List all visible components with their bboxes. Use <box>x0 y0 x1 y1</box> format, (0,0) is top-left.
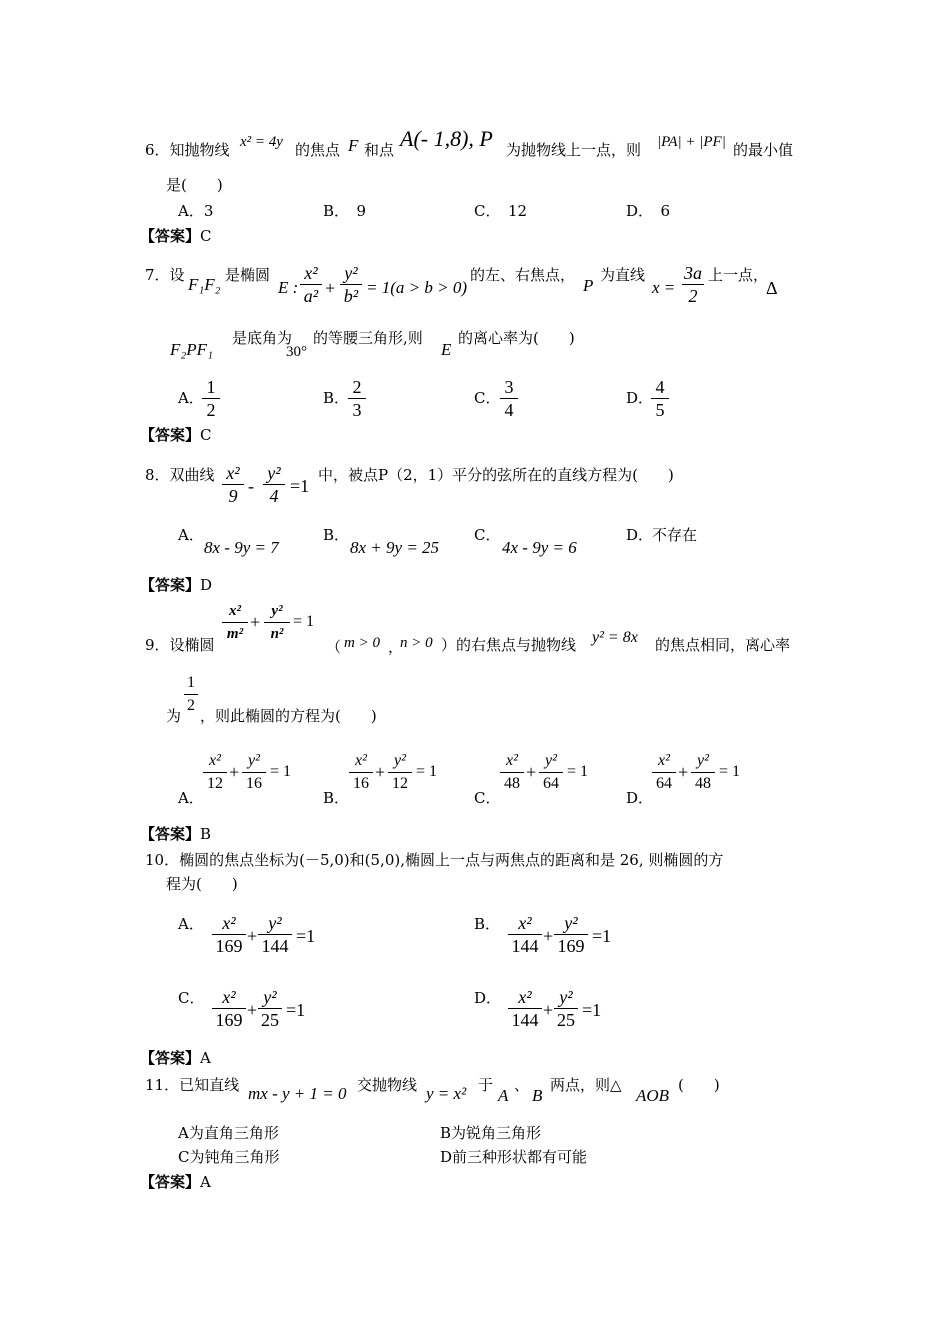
q9-text: 设椭圆 <box>169 636 215 654</box>
q9-text4: ）的右焦点与抛物线 <box>441 636 577 654</box>
q7-text4: 为直线 <box>600 266 646 284</box>
q11-math-parabola: y = x² <box>426 1084 467 1103</box>
q7-text2: 是椭圆 <box>225 266 271 284</box>
q7-math-delta: Δ <box>766 278 778 298</box>
q11-answer: 【答案】A <box>140 1173 211 1191</box>
q10-option-d-fx: x² 144 <box>508 986 542 1031</box>
q7-text3: 的左、右焦点， <box>470 266 576 284</box>
q9-text3: ， <box>388 638 404 656</box>
q10-option-a-fx: x² 169 <box>212 912 246 957</box>
q9-option-b-plus: + <box>375 762 386 782</box>
q9-text6: 为 <box>166 707 182 725</box>
q9-option-d-fy: y² 48 <box>691 750 715 795</box>
q9-option-a-eq: = 1 <box>270 763 292 780</box>
q8-number: 8． <box>145 466 170 484</box>
q10-option-b-label: B． <box>474 915 501 933</box>
q9-line1 <box>145 635 215 655</box>
q10-line1 <box>145 850 723 870</box>
q9-text5: 的焦点相同，离心率 <box>655 636 791 654</box>
q10-option-c-plus: + <box>247 1000 258 1020</box>
q7-option-c-frac: 3 4 <box>500 376 518 421</box>
q6-line1 <box>145 140 230 160</box>
q11-option-c: C为钝角三角形 <box>178 1148 280 1166</box>
q11-text5: 两点，则△ <box>550 1076 622 1094</box>
q8-eq: =1 <box>290 476 310 496</box>
q11-text3: 于 <box>478 1076 494 1094</box>
q6-math-parabola: x² = 4y <box>240 134 283 150</box>
q6-math-sum: |PA| + |PF| <box>657 134 726 150</box>
q6-math-point: A(- 1,8), P <box>400 126 493 151</box>
q9-eq: = 1 <box>293 613 315 630</box>
q7-math-angle: 30° <box>286 344 307 360</box>
q7-math-foci: F₁F₂ <box>188 275 221 294</box>
q9-option-c-fy: y² 64 <box>539 750 563 795</box>
q9-option-b-eq: = 1 <box>416 763 438 780</box>
q9-option-d-fx: x² 64 <box>652 750 676 795</box>
q7-option-b-frac: 2 3 <box>348 376 366 421</box>
q10-text2: 程为( ) <box>166 875 238 893</box>
q8-minus: - <box>248 476 254 496</box>
q9-option-d-plus: + <box>678 762 689 782</box>
q7-math-triangle: F₂PF₁ <box>170 340 213 359</box>
q6-text3: 和点 <box>364 141 395 159</box>
q10-option-b-fy: y² 169 <box>554 912 588 957</box>
q9-frac-y: y² n² <box>264 600 290 645</box>
q7-frac-y: y² b² <box>340 262 362 307</box>
q9-option-a-label: A． <box>178 789 204 807</box>
q8-option-c-label: C． <box>474 526 501 544</box>
q10-option-a-fy: y² 144 <box>258 912 292 957</box>
q9-option-c-eq: = 1 <box>567 763 589 780</box>
q9-option-b-fx: x² 16 <box>349 750 373 795</box>
q7-text6: 是底角为 <box>232 329 293 347</box>
q7-math-p: P <box>583 276 594 295</box>
q11-math-aob: AOB <box>636 1086 670 1105</box>
q9-math-parabola: y² = 8x <box>592 629 638 646</box>
q6-option-c: C． 12 <box>474 202 528 220</box>
q10-option-c-eq: =1 <box>286 1000 306 1020</box>
q7-math-e: E : <box>278 278 299 297</box>
q6-option-d: D． 6 <box>626 202 671 220</box>
q6-math-f: F <box>348 136 359 155</box>
q7-option-a-frac: 1 2 <box>202 376 220 421</box>
q9-option-b-label: B． <box>323 789 350 807</box>
q10-text: 椭圆的焦点坐标为(－5,0)和(5,0),椭圆上一点与两焦点的距离和是 26, 则椭圆的方 <box>179 851 724 869</box>
q9-math-n: n > 0 <box>400 635 433 651</box>
q8-option-d-label: D． <box>626 526 654 544</box>
q11-math-a: A <box>498 1086 509 1105</box>
q8-frac-x: x² 9 <box>222 462 244 507</box>
q7-frac-3a2: 3a 2 <box>684 263 702 306</box>
q10-option-b-fx: x² 144 <box>508 912 542 957</box>
q8-text: 双曲线 <box>169 466 215 484</box>
q9-plus: + <box>250 612 261 632</box>
q9-frac-half: 1 2 <box>184 672 198 717</box>
q9-option-b-fy: y² 12 <box>388 750 412 795</box>
q10-option-c-label: C． <box>178 989 205 1007</box>
q7-frac-x: x² a² <box>300 262 322 307</box>
q11-text4: 、 <box>514 1076 530 1094</box>
q11-option-d: D前三种形状都有可能 <box>440 1148 588 1166</box>
q11-number: 11． <box>145 1076 180 1094</box>
q11-option-b: B为锐角三角形 <box>440 1124 542 1142</box>
q11-math-line: mx - y + 1 = 0 <box>248 1084 347 1103</box>
q9-option-d-eq: = 1 <box>719 763 741 780</box>
q8-option-c: 4x - 9y = 6 <box>502 538 577 557</box>
q9-option-d-label: D． <box>626 789 654 807</box>
q11-option-a: A为直角三角形 <box>178 1124 279 1142</box>
q7-answer: 【答案】C <box>140 426 212 444</box>
q6-text6: 是( ) <box>166 176 223 194</box>
q10-option-a-eq: =1 <box>296 926 316 946</box>
q8-line1 <box>145 465 215 485</box>
q8-option-b-label: B． <box>323 526 350 544</box>
q9-math-m: m > 0 <box>344 635 380 651</box>
q10-option-b-plus: + <box>543 926 554 946</box>
q7-text7: 的等腰三角形,则 <box>313 329 423 347</box>
q7-text: 设 <box>169 266 185 284</box>
q8-option-d: 不存在 <box>652 526 698 544</box>
q11-line1 <box>145 1075 239 1095</box>
q10-option-a-plus: + <box>247 926 258 946</box>
q9-answer: 【答案】B <box>140 825 212 843</box>
q7-option-d-label: D． <box>626 389 654 407</box>
q9-option-c-plus: + <box>526 762 537 782</box>
q6-option-a: A．3 <box>178 202 214 220</box>
q10-option-c-fy: y² 25 <box>258 986 282 1031</box>
q9-text7: ，则此椭圆的方程为( ) <box>200 707 377 725</box>
q7-math-e2: E <box>441 340 452 359</box>
q8-answer: 【答案】D <box>140 576 213 594</box>
q11-text2: 交抛物线 <box>357 1076 418 1094</box>
q7-text8: 的离心率为( ) <box>458 329 575 347</box>
q7-option-d-frac: 4 5 <box>651 376 669 421</box>
q7-option-c-label: C． <box>474 389 501 407</box>
q9-option-a-fx: x² 12 <box>203 750 227 795</box>
q8-text2: 中，被点P（2，1）平分的弦所在的直线方程为( ) <box>318 466 674 484</box>
q7-option-b-label: B． <box>323 389 350 407</box>
q8-option-a-label: A． <box>178 526 204 544</box>
q6-option-b: B． 9 <box>323 202 367 220</box>
q9-option-c-fx: x² 48 <box>500 750 524 795</box>
q10-option-d-fy: y² 25 <box>554 986 578 1031</box>
q10-option-b-eq: =1 <box>592 926 612 946</box>
q11-text: 已知直线 <box>179 1076 240 1094</box>
q7-number: 7． <box>145 266 170 284</box>
q10-option-a-label: A． <box>178 915 204 933</box>
q7-math-cond: = 1(a > b > 0) <box>366 278 467 297</box>
q6-text4: 为抛物线上一点，则 <box>506 141 642 159</box>
q10-option-d-eq: =1 <box>582 1000 602 1020</box>
q9-option-a-plus: + <box>229 762 240 782</box>
q7-text5: 上一点， <box>708 266 769 284</box>
q10-answer: 【答案】A <box>140 1049 211 1067</box>
q9-number: 9． <box>145 636 170 654</box>
q10-option-d-label: D． <box>474 989 502 1007</box>
q6-text: 知抛物线 <box>169 141 230 159</box>
q11-math-b: B <box>532 1086 543 1105</box>
q7-plus: + <box>325 278 336 298</box>
q10-option-d-plus: + <box>543 1000 554 1020</box>
q6-text2: 的焦点 <box>295 141 341 159</box>
q9-text2: （ <box>326 638 342 656</box>
q7-option-a-label: A． <box>178 389 204 407</box>
q8-option-a: 8x - 9y = 7 <box>204 538 279 557</box>
q10-option-c-fx: x² 169 <box>212 986 246 1031</box>
q6-number: 6． <box>145 141 170 159</box>
q10-number: 10． <box>145 851 180 869</box>
q8-option-b: 8x + 9y = 25 <box>350 538 440 557</box>
q7-math-x: x = <box>652 278 676 297</box>
q9-option-c-label: C． <box>474 789 501 807</box>
q9-frac-x: x² m² <box>222 600 248 645</box>
q7-line1 <box>145 265 185 285</box>
q11-text6: ( ) <box>678 1076 720 1094</box>
q8-frac-y: y² 4 <box>263 462 285 507</box>
q6-answer: 【答案】C <box>140 227 212 245</box>
q6-text5: 的最小值 <box>733 141 794 159</box>
q9-option-a-fy: y² 16 <box>242 750 266 795</box>
